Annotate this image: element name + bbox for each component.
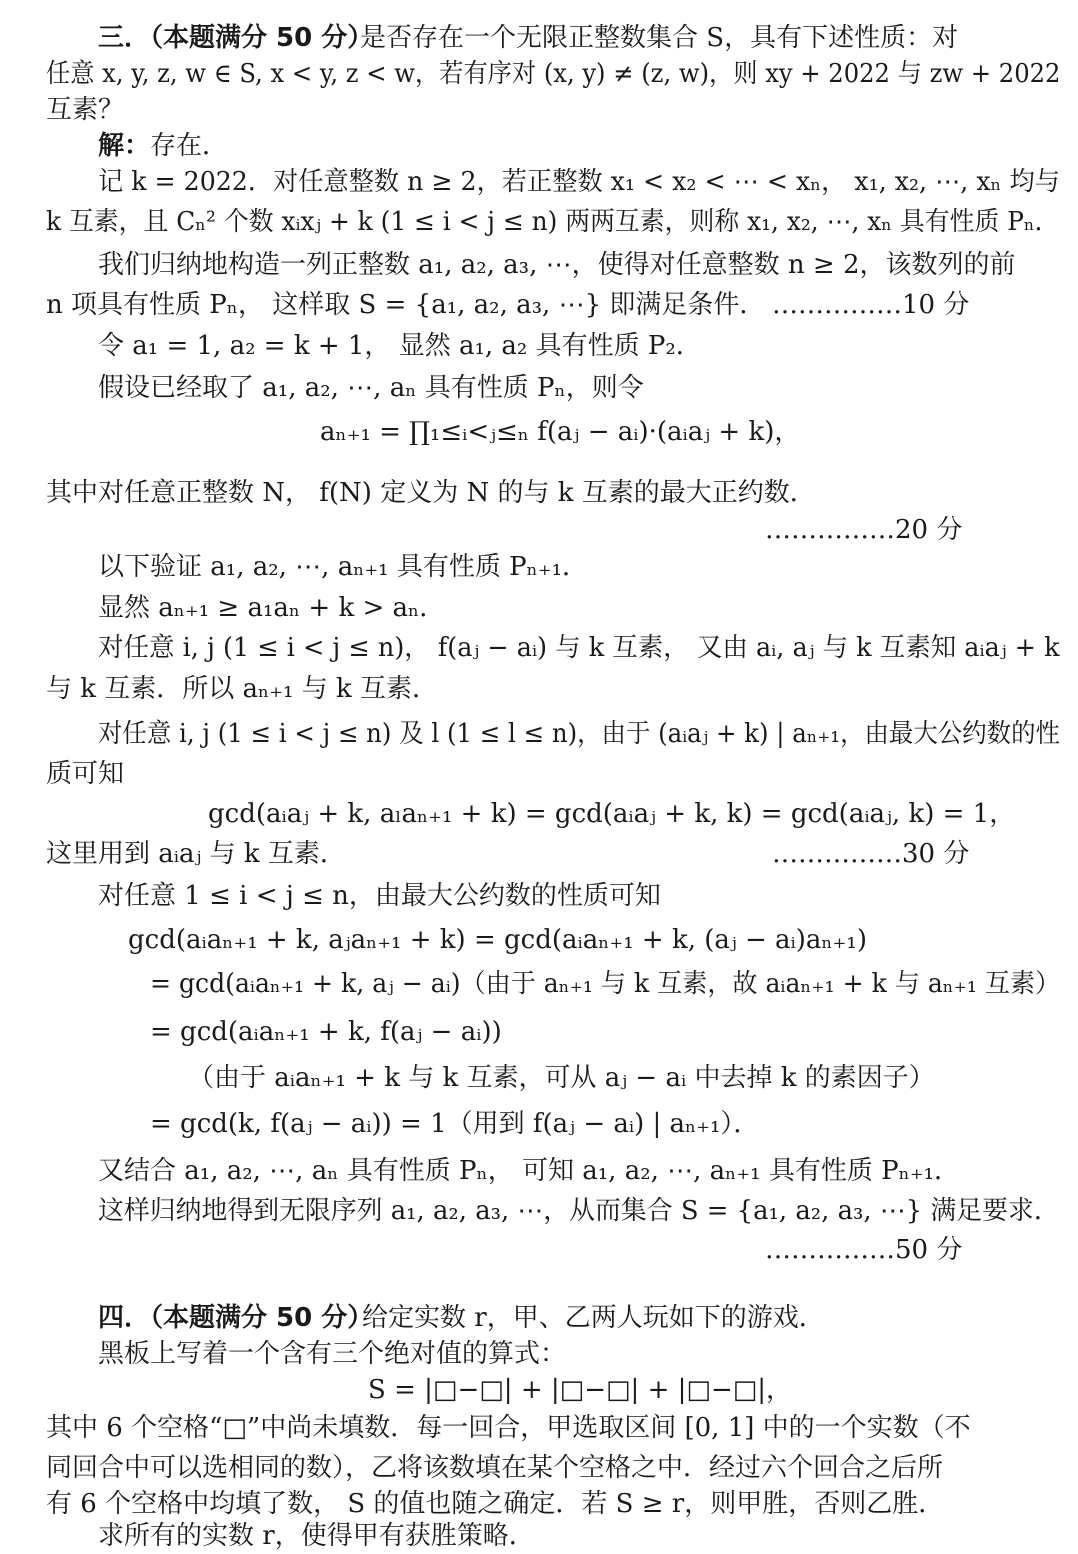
problem4-statement-1: 给定实数 r，甲、乙两人玩如下的游戏． xyxy=(362,1303,825,1333)
gcd-step-4: （由于 aᵢaₙ₊₁ + k 与 k 互素，可从 aⱼ − aᵢ 中去掉 k 的素因子） xyxy=(188,1063,935,1093)
problem4-label: 四．（本题满分 50 分） xyxy=(98,1303,374,1333)
para-11-text: 对任意 1 ≤ i < j ≤ n，由最大公约数的性质可知 xyxy=(98,881,661,911)
para-9a: 对任意 i, j (1 ≤ i < j ≤ n) 及 l (1 ≤ l ≤ n)，由于 (aᵢaⱼ + k) | aₙ₊₁，由最大公约数的性 xyxy=(98,719,1060,749)
gcd-step-2: = gcd(aᵢaₙ₊₁ + k, aⱼ − aᵢ)（由于 aₙ₊₁ 与 k 互素，故 aᵢaₙ₊₁ + k 与 aₙ₊₁ 互素） xyxy=(150,969,1061,999)
para-7-text: 显然 aₙ₊₁ ≥ a₁aₙ + k > aₙ． xyxy=(98,593,446,623)
solution-label: 解： xyxy=(98,131,151,161)
score-30: ……………30 分 xyxy=(772,839,970,869)
gcd-step-5: = gcd(k, f(aⱼ − aᵢ)) = 1（用到 f(aⱼ − aᵢ) | aₙ₊₁）． xyxy=(150,1109,760,1139)
para-10-text: 这里用到 aᵢaⱼ 与 k 互素． xyxy=(46,839,346,869)
problem4-statement-4: 同回合中可以选相同的数），乙将该数填在某个空格之中．经过六个回合之后所 xyxy=(46,1453,944,1483)
para-4-text: 假设已经取了 a₁, a₂, ⋯, aₙ 具有性质 Pₙ，则令 xyxy=(98,373,644,403)
para-12-text: 又结合 a₁, a₂, ⋯, aₙ 具有性质 Pₙ， 可知 a₁, a₂, ⋯, aₙ₊₁ 具有性质 Pₙ₊₁． xyxy=(98,1156,960,1186)
para-13-text: 这样归纳地得到无限序列 a₁, a₂, a₃, ⋯，从而集合 S = {a₁, a₂, a₃, ⋯} 满足要求． xyxy=(98,1196,1060,1226)
para-3-text: 令 a₁ = 1, a₂ = k + 1， 显然 a₁, a₂ 具有性质 P₂． xyxy=(98,331,702,361)
score-20: ……………20 分 xyxy=(765,515,963,545)
para-8b: 与 k 互素．所以 aₙ₊₁ 与 k 互素． xyxy=(46,674,438,704)
problem3-statement-1: 是否存在一个无限正整数集合 S，具有下述性质：对 xyxy=(360,23,959,53)
para-2b: n 项具有性质 Pₙ， 这样取 S = {a₁, a₂, a₃, ⋯} 即满足条件． xyxy=(46,290,766,320)
para-2a: 我们归纳地构造一列正整数 a₁, a₂, a₃, ⋯，使得对任意整数 n ≥ 2，该数列的前 xyxy=(98,250,1016,280)
problem4-statement-6: 求所有的实数 r，使得甲有获胜策略． xyxy=(98,1521,535,1551)
score-10: ……………10 分 xyxy=(772,290,970,320)
score-50: ……………50 分 xyxy=(765,1235,963,1265)
solution-answer: 存在． xyxy=(150,131,229,161)
problem4-statement-3: 其中 6 个空格“□”中尚未填数．每一回合，甲选取区间 [0, 1] 中的一个实数（不 xyxy=(46,1413,971,1443)
problem4-statement-5: 有 6 个空格中均填了数， S 的值也随之确定．若 S ≥ r，则甲胜，否则乙胜． xyxy=(46,1489,945,1519)
problem4-statement-2: 黑板上写着一个含有三个绝对值的算式： xyxy=(98,1339,567,1369)
problem3-statement-3: 互素？ xyxy=(46,95,125,125)
problem3-statement-2: 任意 x, y, z, w ∈ S, x < y, z < w，若有序对 (x, y) ≠ (z, w)，则 xy + 2022 与 zw + 2022 xyxy=(46,59,1061,89)
formula-1: aₙ₊₁ = ∏₁≤ᵢ<ⱼ≤ₙ f(aⱼ − aᵢ)·(aᵢaⱼ + k)， xyxy=(320,417,801,447)
para-5-text: 其中对任意正整数 N， f(N) 定义为 N 的与 k 互素的最大正约数． xyxy=(46,478,816,508)
para-9b: 质可知 xyxy=(46,759,125,789)
gcd-step-3: = gcd(aᵢaₙ₊₁ + k, f(aⱼ − aᵢ)) xyxy=(150,1017,502,1047)
para-8a: 对任意 i, j (1 ≤ i < j ≤ n)， f(aⱼ − aᵢ) 与 k 互素， 又由 aᵢ, aⱼ 与 k 互素知 aᵢaⱼ + k xyxy=(98,633,1060,663)
formula-2: gcd(aᵢaⱼ + k, aₗaₙ₊₁ + k) = gcd(aᵢaⱼ + k, k) = gcd(aᵢaⱼ, k) = 1， xyxy=(208,799,1016,829)
para-6-text: 以下验证 a₁, a₂, ⋯, aₙ₊₁ 具有性质 Pₙ₊₁． xyxy=(98,552,589,582)
gcd-step-1: gcd(aᵢaₙ₊₁ + k, aⱼaₙ₊₁ + k) = gcd(aᵢaₙ₊₁ + k, (aⱼ − aᵢ)aₙ₊₁) xyxy=(128,925,867,955)
para-1a: 记 k = 2022．对任意整数 n ≥ 2，若正整数 x₁ < x₂ < ⋯ < xₙ， x₁, x₂, ⋯, xₙ 均与 xyxy=(98,167,1060,197)
para-1b: k 互素，且 Cₙ² 个数 xᵢxⱼ + k (1 ≤ i < j ≤ n) 两两互素，则称 x₁, x₂, ⋯, xₙ 具有性质 Pₙ． xyxy=(46,207,1060,237)
problem3-label: 三．（本题满分 50 分） xyxy=(98,23,374,53)
problem4-formula-text: S = |□−□| + |□−□| + |□−□|， xyxy=(368,1375,793,1405)
